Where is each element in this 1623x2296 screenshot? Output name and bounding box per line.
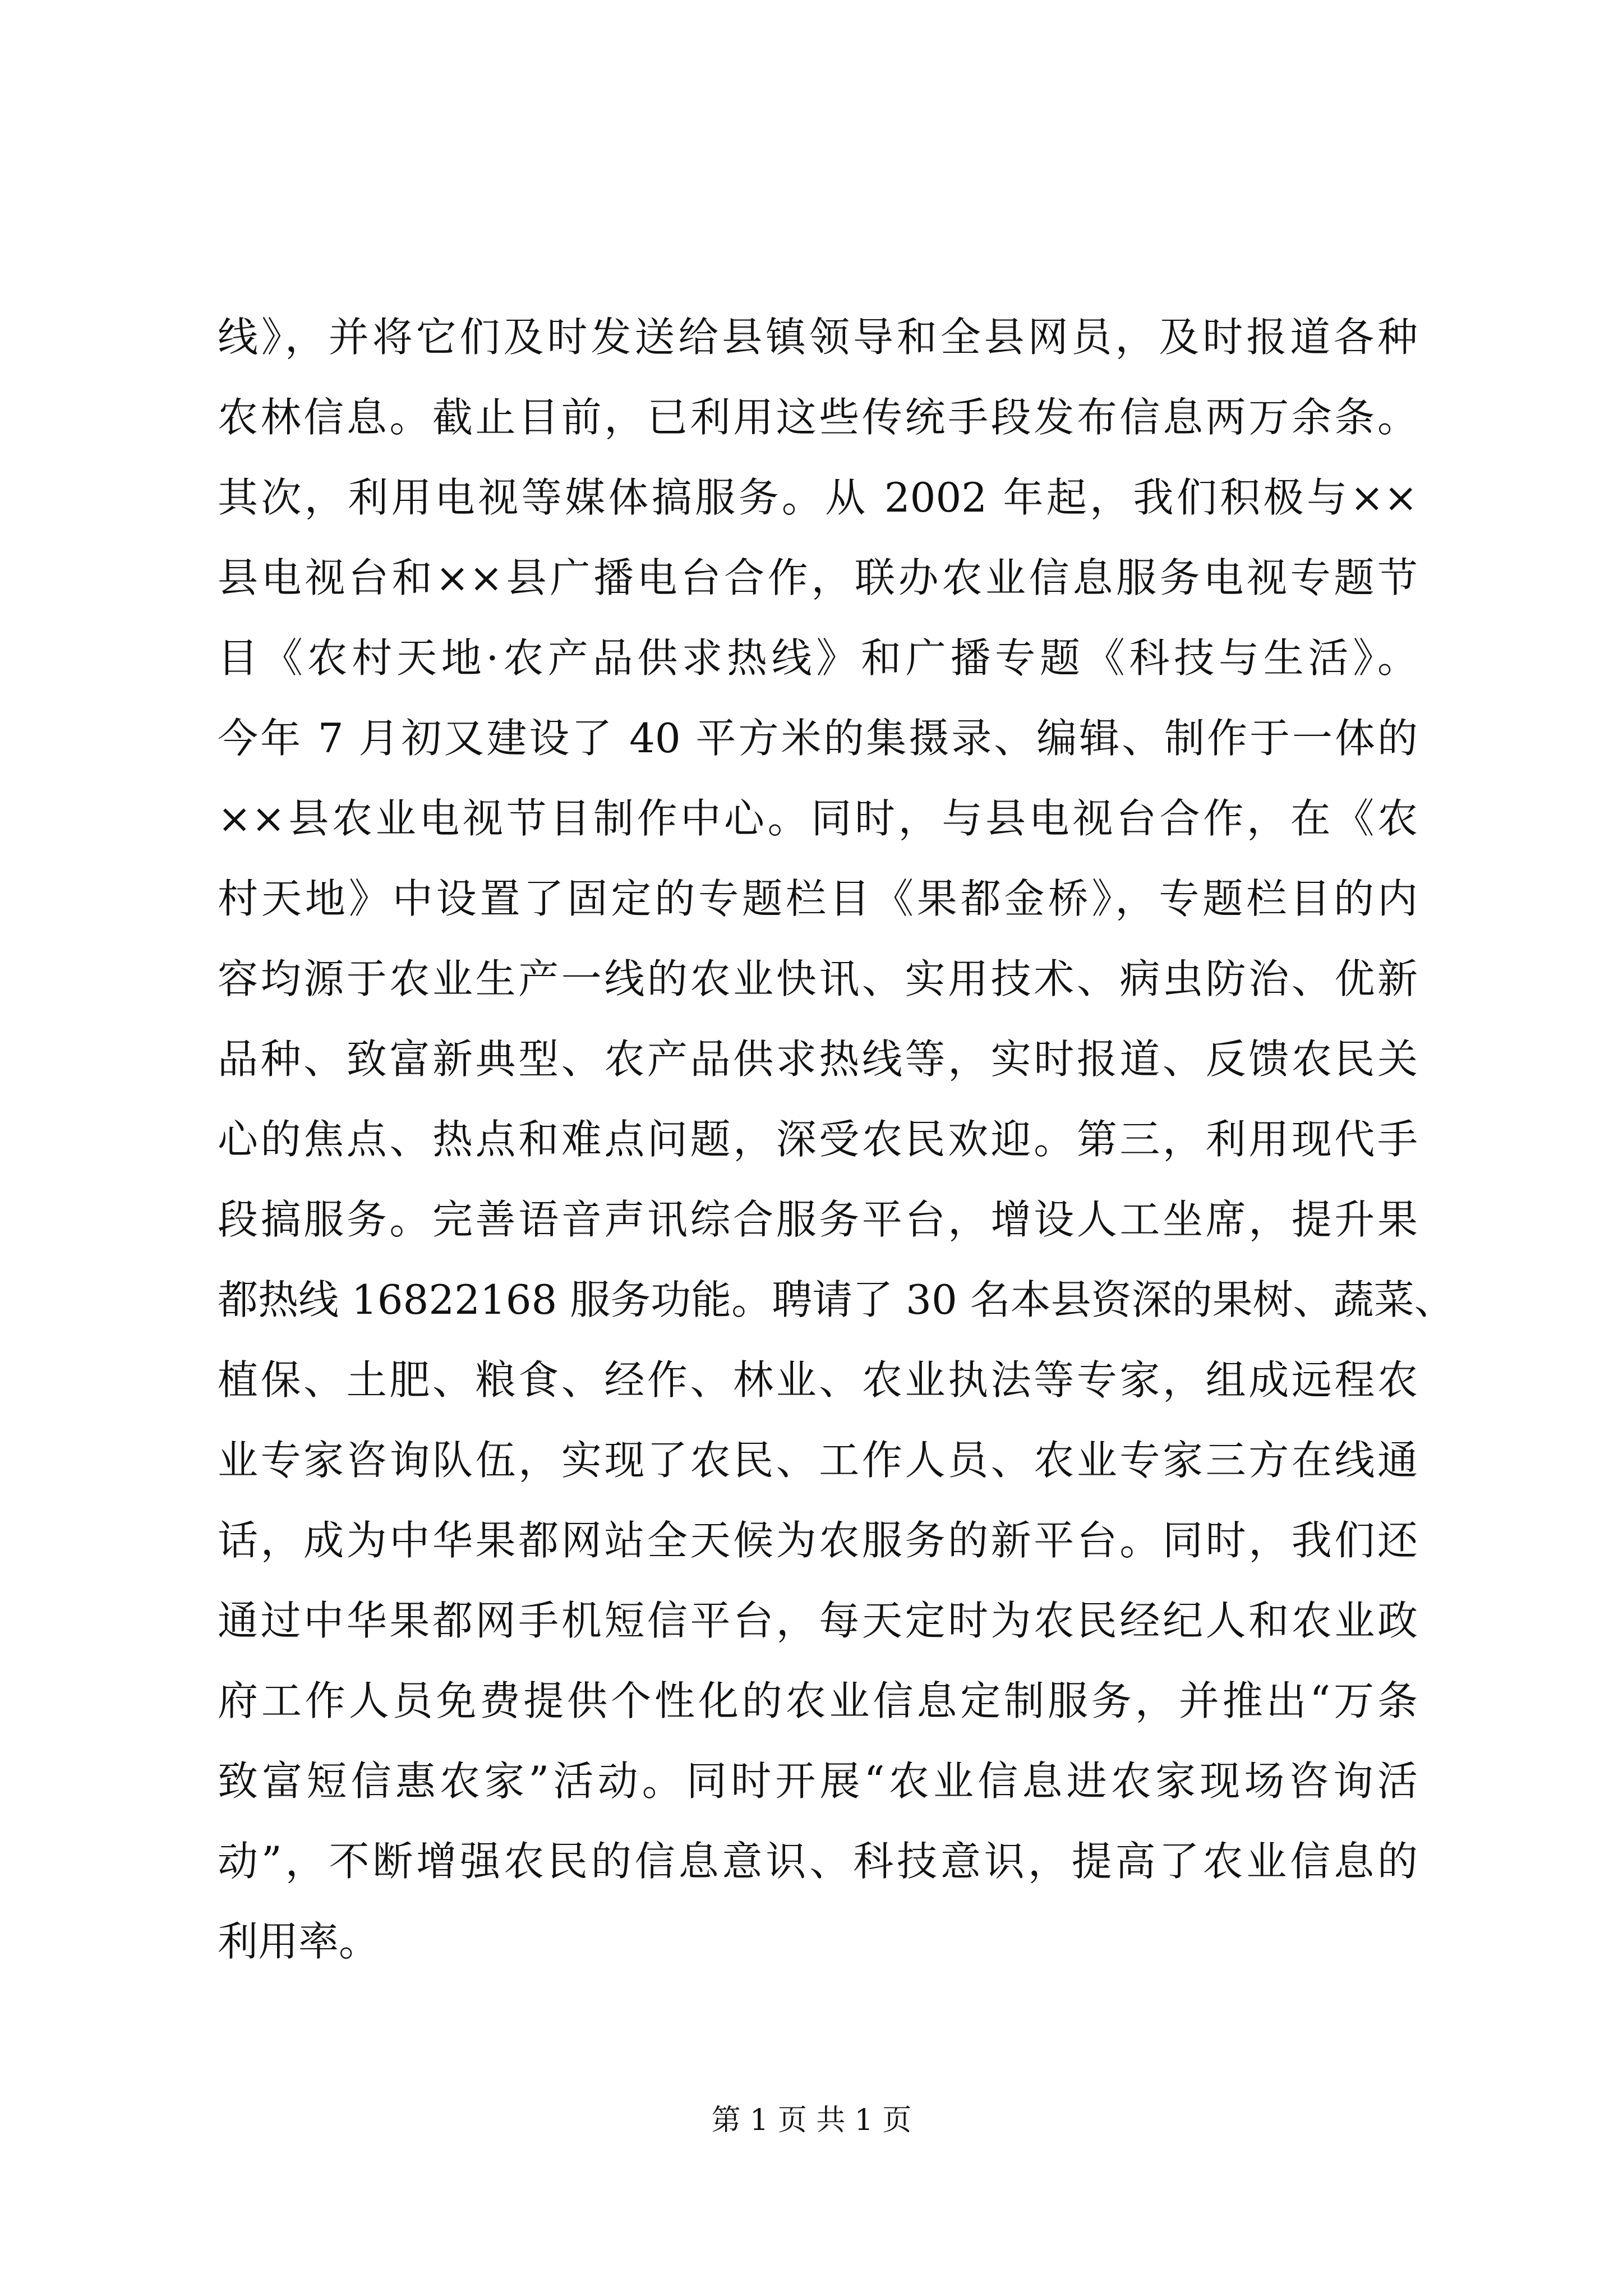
text-line: 目《农村天地·农产品供求热线》和广播专题《科技与生活》。: [218, 634, 1418, 682]
text-line: 心的焦点、热点和难点问题，深受农民欢迎。第三，利用现代手: [218, 1116, 1418, 1163]
text-line: 都热线 16822168 服务功能。聘请了 30 名本县资深的果树、蔬菜、: [218, 1276, 1455, 1323]
text-line: 农林信息。截止目前，已利用这些传统手段发布信息两万余条。: [218, 394, 1418, 441]
text-line: 段搞服务。完善语音声讯综合服务平台，增设人工坐席，提升果: [218, 1196, 1418, 1243]
text-line: 业专家咨询队伍，实现了农民、工作人员、农业专家三方在线通: [218, 1437, 1418, 1484]
text-line: 府工作人员免费提供个性化的农业信息定制服务，并推出“万条: [218, 1677, 1418, 1724]
text-line: 通过中华果都网手机短信平台，每天定时为农民经纪人和农业政: [218, 1597, 1418, 1644]
text-line: 植保、土肥、粮食、经作、林业、农业执法等专家，组成远程农: [218, 1356, 1418, 1404]
text-line: 容均源于农业生产一线的农业快讯、实用技术、病虫防治、优新: [218, 955, 1418, 1002]
text-line: 线》，并将它们及时发送给县镇领导和全县网员，及时报道各种: [218, 314, 1418, 361]
text-line: 动”，不断增强农民的信息意识、科技意识，提高了农业信息的: [218, 1838, 1418, 1885]
text-line: 今年 7 月初又建设了 40 平方米的集摄录、编辑、制作于一体的: [218, 715, 1418, 762]
text-line: 致富短信惠农家”活动。同时开展“农业信息进农家现场咨询活: [218, 1757, 1418, 1805]
text-line: 村天地》中设置了固定的专题栏目《果都金桥》，专题栏目的内: [218, 875, 1418, 922]
text-line: 县电视台和××县广播电台合作，联办农业信息服务电视专题节: [218, 554, 1418, 601]
text-line: 品种、致富新典型、农产品供求热线等，实时报道、反馈农民关: [218, 1036, 1418, 1083]
text-line: 话，成为中华果都网站全天候为农服务的新平台。同时，我们还: [218, 1517, 1418, 1564]
page-number: 第 1 页 共 1 页: [711, 2104, 912, 2137]
page-footer: [0, 2101, 1623, 2140]
body-paragraph: [218, 297, 1455, 1982]
text-line: 利用率。: [218, 1918, 380, 1965]
text-line: ××县农业电视节目制作中心。同时，与县电视台合作，在《农: [218, 795, 1418, 842]
text-line: 其次，利用电视等媒体搞服务。从 2002 年起，我们积极与××: [218, 474, 1418, 521]
